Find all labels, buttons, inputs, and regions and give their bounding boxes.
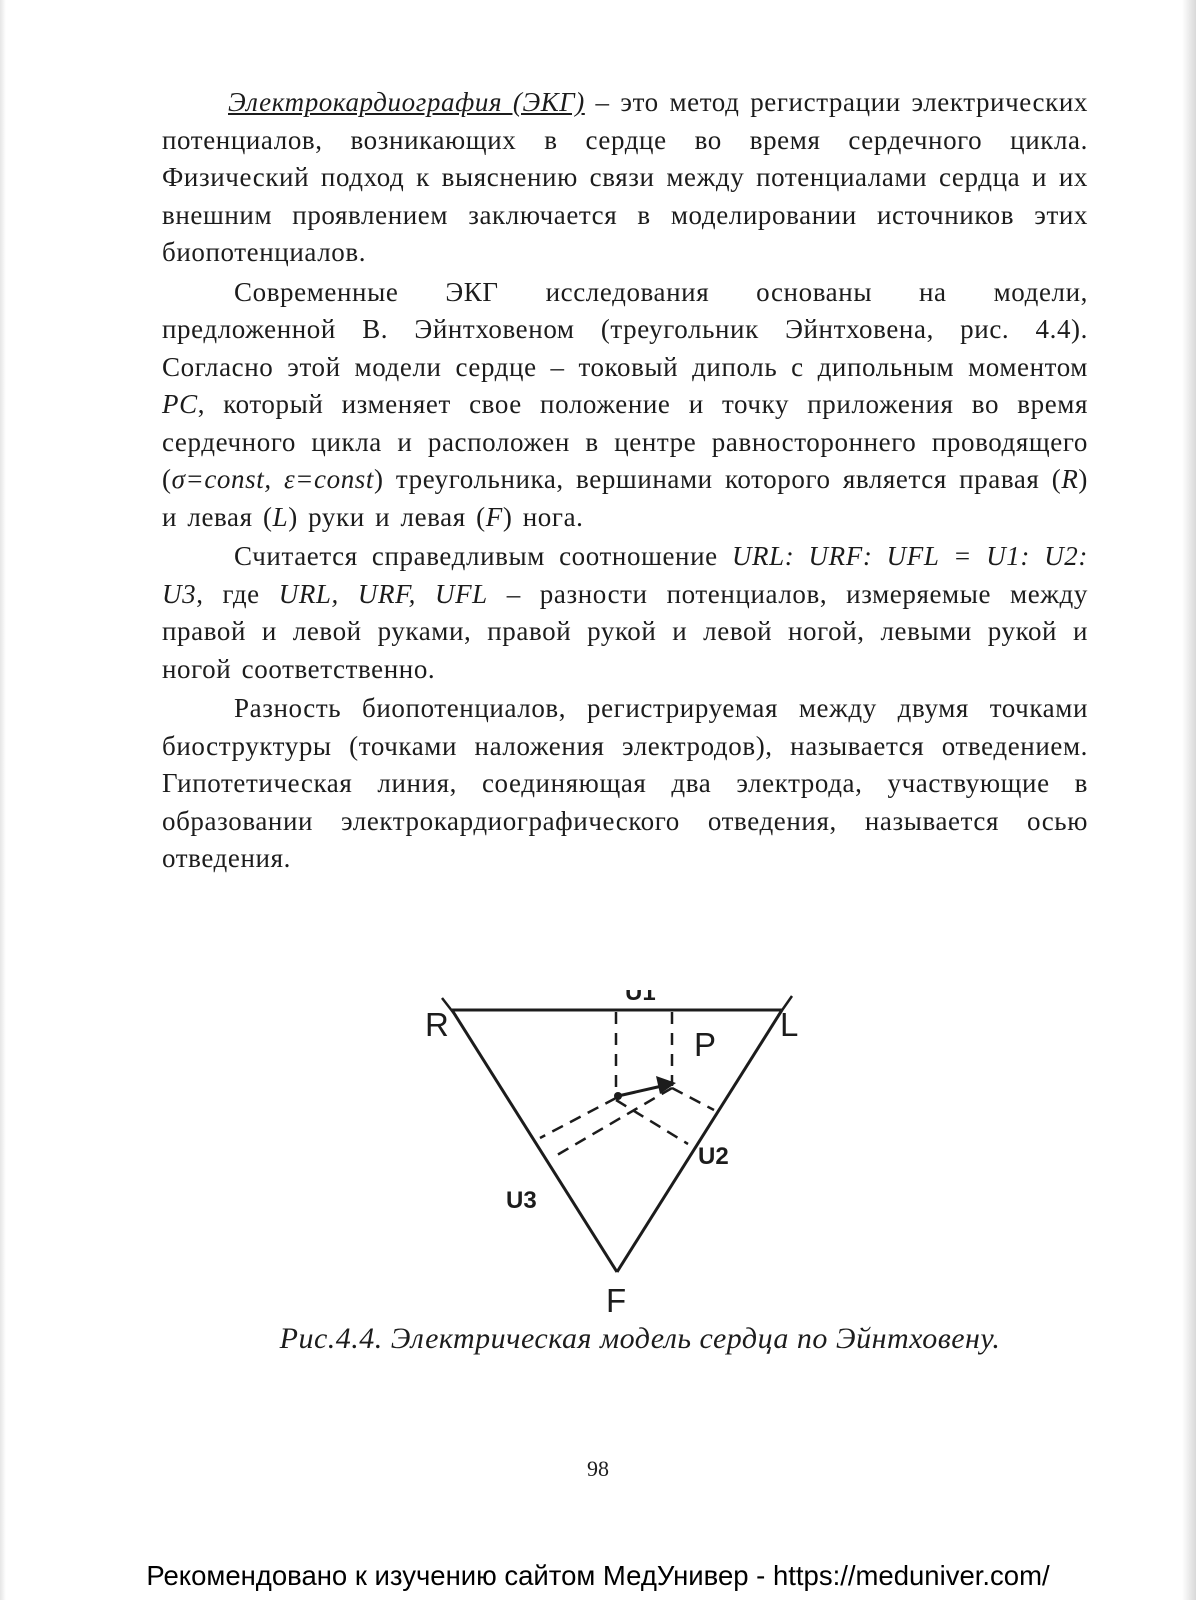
label-u1: U1 [625,990,656,1006]
paragraph-1 [162,84,1088,272]
label-l: L [780,1006,799,1043]
paragraph-3-text-c: – разности потенциалов, измеряемые между правой и левой руками, правой рукой и левой ногой, левыми рукой и ногой соответственно. [162,578,1088,684]
paragraph-1-text: – это метод регистрации электрических потенциалов, возникающих в сердце во время сердечного цикла. Физический подход к выяснению связи между потенциалами сердца и их внешним проявлением заключается в моделировании источников этих биопотенциалов. [162,87,1088,267]
paragraph-4 [162,690,1088,878]
triangle-left-side [452,1010,617,1272]
term-ecg: Электрокардиография (ЭКГ) [228,87,585,117]
footer-watermark: Рекомендовано к изучению сайтом МедУнивер - https://meduniver.com/ [146,1560,1050,1591]
projection-u3-a [540,1098,616,1138]
conductivity-formula: σ=const, ε=const [171,464,374,494]
paragraph-2-text-d: ) и левая ( [162,464,1088,532]
label-f: F [606,1282,627,1319]
paragraph-4-text: Разность биопотенциалов, регистрируемая между двумя точками биоструктуры (точками наложения электродов), называется отведением. Гипотетическая линия, соединяющая два электрода, участвующие в образовании электрокардиографического отведения, называется осью отведения. [162,693,1088,873]
einthoven-triangle-diagram [420,990,840,1320]
paragraph-2-text-c: ) треугольника, вершинами которого является правая ( [374,464,1062,494]
dipole-moment-symbol: PC [162,389,198,419]
paragraph-3-text-b: , где [196,578,279,609]
dipole-vector [618,1086,662,1096]
label-u3: U3 [506,1187,537,1214]
projection-u2-b [672,1088,714,1110]
projection-u2-a [616,1100,688,1144]
symbol-l: L [272,501,289,532]
page-number: 98 [587,1456,609,1481]
paragraph-2-text-a: Современные ЭКГ исследования основаны на модели, предложенной В. Эйнтховеном (треугольник Эйнтховена, рис. 4.4). Согласно этой модели сердце – токовый диполь с дипольным моментом [162,276,1088,382]
figure-caption: Рис.4.4. Электрическая модель сердца по Эйнтховену. [279,1322,1001,1355]
label-u2: U2 [698,1143,729,1170]
page-edge-left [0,0,6,1600]
symbol-f: F [485,501,503,532]
paragraph-2-text-f: ) нога. [502,501,584,532]
page-edge-right [1182,0,1196,1600]
symbol-r: R [1061,464,1079,494]
label-r: R [425,1006,449,1043]
paragraph-3-text-a: Считается справедливым соотношение [234,541,732,571]
potential-variables: URL, URF, UFL [278,578,488,609]
ratio-formula: URL: URF: UFL = U1: U2: U3 [162,541,1088,609]
body-text [162,84,1088,880]
dipole-origin [614,1092,622,1100]
paragraph-2 [162,274,1088,537]
paragraph-2-text-b: , который изменяет свое положение и точку приложения во время сердечного цикла и расположен в центре равностороннего проводящего ( [162,389,1088,494]
paragraph-2-text-e: ) руки и левая ( [288,501,486,532]
einthoven-triangle-figure [420,990,840,1320]
paragraph-3 [162,538,1088,688]
label-p: P [694,1026,717,1063]
